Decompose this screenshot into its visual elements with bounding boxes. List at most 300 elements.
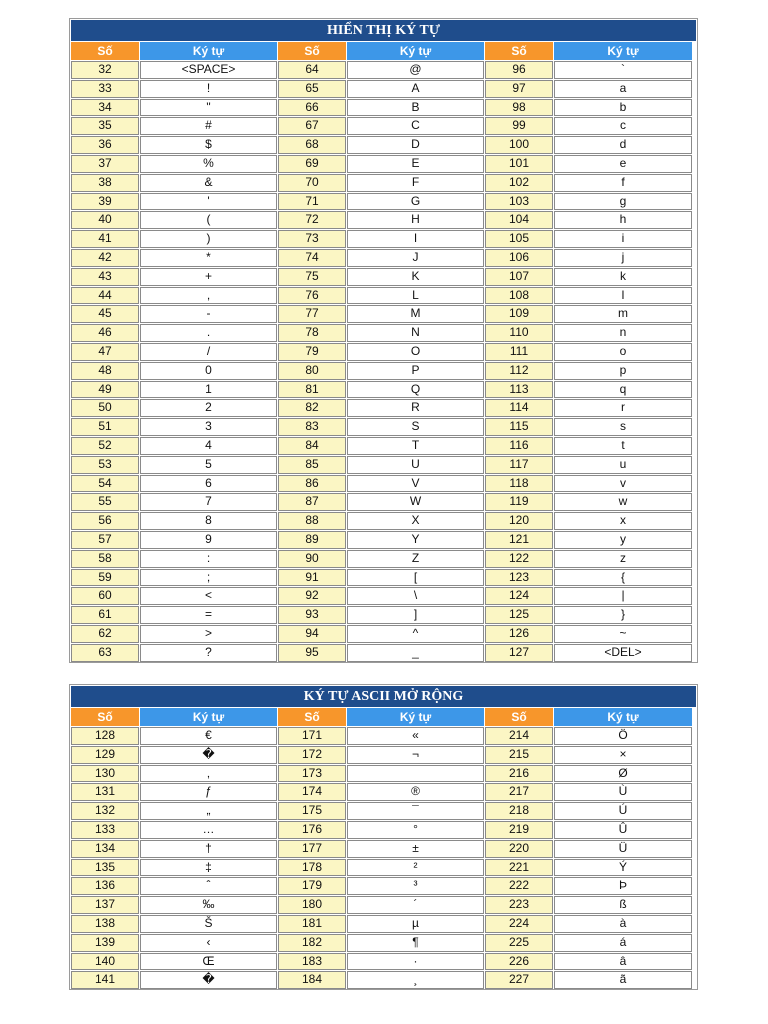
table-row: [71, 437, 696, 455]
character-cell: ‰: [140, 896, 277, 914]
table-row: [71, 193, 696, 211]
table-row: [71, 531, 696, 549]
code-cell: 64: [278, 61, 346, 79]
code-cell: 58: [71, 550, 139, 568]
character-cell: «: [347, 727, 484, 745]
code-cell: 44: [71, 287, 139, 305]
code-cell: 90: [278, 550, 346, 568]
code-cell: 216: [485, 765, 553, 783]
character-cell: Q: [347, 381, 484, 399]
character-cell: s: [554, 418, 692, 436]
table-row: [71, 80, 696, 98]
code-cell: 215: [485, 746, 553, 764]
code-cell: 49: [71, 381, 139, 399]
code-cell: 219: [485, 821, 553, 839]
code-cell: 222: [485, 877, 553, 895]
code-cell: 37: [71, 155, 139, 173]
character-cell: 7: [140, 493, 277, 511]
code-cell: 42: [71, 249, 139, 267]
character-cell: :: [140, 550, 277, 568]
header-number: Số: [71, 708, 139, 726]
code-cell: 110: [485, 324, 553, 342]
character-cell: 5: [140, 456, 277, 474]
table-row: [71, 362, 696, 380]
code-cell: 176: [278, 821, 346, 839]
code-cell: 135: [71, 859, 139, 877]
code-cell: 180: [278, 896, 346, 914]
character-cell: i: [554, 230, 692, 248]
code-cell: 52: [71, 437, 139, 455]
code-cell: 217: [485, 783, 553, 801]
code-cell: 36: [71, 136, 139, 154]
table-row: [71, 230, 696, 248]
code-cell: 132: [71, 802, 139, 820]
character-cell: ˆ: [140, 877, 277, 895]
character-cell: A: [347, 80, 484, 98]
code-cell: 103: [485, 193, 553, 211]
table-row: [71, 587, 696, 605]
character-cell: %: [140, 155, 277, 173]
character-cell: Ý: [554, 859, 692, 877]
code-cell: 121: [485, 531, 553, 549]
character-cell: 3: [140, 418, 277, 436]
code-cell: 87: [278, 493, 346, 511]
table-row: [71, 934, 696, 952]
table-row: [71, 606, 696, 624]
character-cell: v: [554, 475, 692, 493]
table-row: [71, 727, 696, 745]
code-cell: 47: [71, 343, 139, 361]
code-cell: 55: [71, 493, 139, 511]
character-cell: .: [140, 324, 277, 342]
code-cell: 94: [278, 625, 346, 643]
table-row: [71, 644, 696, 662]
character-cell: +: [140, 268, 277, 286]
character-cell: N: [347, 324, 484, 342]
code-cell: 72: [278, 211, 346, 229]
code-cell: 179: [278, 877, 346, 895]
code-cell: 126: [485, 625, 553, 643]
character-cell: c: [554, 117, 692, 135]
code-cell: 224: [485, 915, 553, 933]
character-cell: =: [140, 606, 277, 624]
character-cell: P: [347, 362, 484, 380]
code-cell: 77: [278, 305, 346, 323]
code-cell: 69: [278, 155, 346, 173]
character-cell: E: [347, 155, 484, 173]
character-cell: ,: [140, 287, 277, 305]
code-cell: 59: [71, 569, 139, 587]
code-cell: 66: [278, 99, 346, 117]
table-row: [71, 859, 696, 877]
table-row: [71, 418, 696, 436]
table-row: [71, 117, 696, 135]
character-cell: ×: [554, 746, 692, 764]
code-cell: 113: [485, 381, 553, 399]
code-cell: 134: [71, 840, 139, 858]
code-cell: 123: [485, 569, 553, 587]
code-cell: 107: [485, 268, 553, 286]
character-cell: -: [140, 305, 277, 323]
character-cell: k: [554, 268, 692, 286]
table-row: [71, 268, 696, 286]
extended-ascii-table: [69, 684, 698, 990]
code-cell: 57: [71, 531, 139, 549]
code-cell: 105: [485, 230, 553, 248]
character-cell: {: [554, 569, 692, 587]
character-cell: n: [554, 324, 692, 342]
character-cell: ^: [347, 625, 484, 643]
table-row: [71, 512, 696, 530]
code-cell: 108: [485, 287, 553, 305]
character-cell: h: [554, 211, 692, 229]
code-cell: 38: [71, 174, 139, 192]
character-cell: ³: [347, 877, 484, 895]
character-cell: g: [554, 193, 692, 211]
character-cell: Ø: [554, 765, 692, 783]
code-cell: 223: [485, 896, 553, 914]
code-cell: 54: [71, 475, 139, 493]
code-cell: 183: [278, 953, 346, 971]
character-cell: 0: [140, 362, 277, 380]
code-cell: 111: [485, 343, 553, 361]
code-cell: 130: [71, 765, 139, 783]
code-cell: 175: [278, 802, 346, 820]
code-cell: 182: [278, 934, 346, 952]
code-cell: 220: [485, 840, 553, 858]
character-cell: D: [347, 136, 484, 154]
code-cell: 68: [278, 136, 346, 154]
character-cell: ]: [347, 606, 484, 624]
code-cell: 92: [278, 587, 346, 605]
character-cell: p: [554, 362, 692, 380]
character-cell: á: [554, 934, 692, 952]
character-cell: &: [140, 174, 277, 192]
table-row: [71, 765, 696, 783]
code-cell: 51: [71, 418, 139, 436]
code-cell: 141: [71, 971, 139, 989]
code-cell: 118: [485, 475, 553, 493]
character-cell: y: [554, 531, 692, 549]
character-cell: ƒ: [140, 783, 277, 801]
ascii-table: [69, 18, 698, 663]
code-cell: 88: [278, 512, 346, 530]
table-row: [71, 821, 696, 839]
character-cell: °: [347, 821, 484, 839]
character-cell: Š: [140, 915, 277, 933]
code-cell: 33: [71, 80, 139, 98]
character-cell: ": [140, 99, 277, 117]
code-cell: 81: [278, 381, 346, 399]
code-cell: 83: [278, 418, 346, 436]
table-body: [70, 61, 697, 662]
code-cell: 109: [485, 305, 553, 323]
character-cell: V: [347, 475, 484, 493]
table-row: [71, 802, 696, 820]
table-header: [71, 708, 696, 726]
code-cell: 173: [278, 765, 346, 783]
code-cell: 98: [485, 99, 553, 117]
table-row: [71, 381, 696, 399]
code-cell: 127: [485, 644, 553, 662]
character-cell: …: [140, 821, 277, 839]
code-cell: 67: [278, 117, 346, 135]
code-cell: 62: [71, 625, 139, 643]
character-cell: 4: [140, 437, 277, 455]
code-cell: 99: [485, 117, 553, 135]
code-cell: 61: [71, 606, 139, 624]
character-cell: ß: [554, 896, 692, 914]
table-row: [71, 305, 696, 323]
table-row: [71, 136, 696, 154]
code-cell: 73: [278, 230, 346, 248]
character-cell: e: [554, 155, 692, 173]
header-character: Ký tự: [554, 708, 692, 726]
header-character: Ký tự: [347, 42, 484, 60]
character-cell: ': [140, 193, 277, 211]
code-cell: 140: [71, 953, 139, 971]
table-row: [71, 61, 696, 79]
code-cell: 65: [278, 80, 346, 98]
code-cell: 86: [278, 475, 346, 493]
header-character: Ký tự: [347, 708, 484, 726]
code-cell: 139: [71, 934, 139, 952]
character-cell: G: [347, 193, 484, 211]
character-cell: Z: [347, 550, 484, 568]
code-cell: 129: [71, 746, 139, 764]
character-cell: ¸: [347, 971, 484, 989]
character-cell: #: [140, 117, 277, 135]
character-cell: à: [554, 915, 692, 933]
table-row: [71, 746, 696, 764]
code-cell: 172: [278, 746, 346, 764]
table-header: [71, 42, 696, 60]
character-cell: Ü: [554, 840, 692, 858]
code-cell: 227: [485, 971, 553, 989]
code-cell: 96: [485, 61, 553, 79]
character-cell: 9: [140, 531, 277, 549]
code-cell: 50: [71, 399, 139, 417]
character-cell: â: [554, 953, 692, 971]
character-cell: 8: [140, 512, 277, 530]
character-cell: (: [140, 211, 277, 229]
character-cell: $: [140, 136, 277, 154]
table-row: [71, 896, 696, 914]
character-cell: Ú: [554, 802, 692, 820]
character-cell: M: [347, 305, 484, 323]
character-cell: [347, 765, 484, 783]
table-row: [71, 343, 696, 361]
code-cell: 100: [485, 136, 553, 154]
code-cell: 80: [278, 362, 346, 380]
character-cell: ‡: [140, 859, 277, 877]
character-cell: �: [140, 971, 277, 989]
character-cell: ~: [554, 625, 692, 643]
code-cell: 45: [71, 305, 139, 323]
character-cell: „: [140, 802, 277, 820]
header-character: Ký tự: [140, 708, 277, 726]
table-row: [71, 475, 696, 493]
table-row: [71, 971, 696, 989]
character-cell: ã: [554, 971, 692, 989]
header-number: Số: [278, 42, 346, 60]
code-cell: 102: [485, 174, 553, 192]
table-row: [71, 550, 696, 568]
code-cell: 226: [485, 953, 553, 971]
code-cell: 221: [485, 859, 553, 877]
code-cell: 97: [485, 80, 553, 98]
code-cell: 46: [71, 324, 139, 342]
character-cell: q: [554, 381, 692, 399]
code-cell: 133: [71, 821, 139, 839]
code-cell: 184: [278, 971, 346, 989]
code-cell: 136: [71, 877, 139, 895]
header-character: Ký tự: [140, 42, 277, 60]
character-cell: j: [554, 249, 692, 267]
character-cell: `: [554, 61, 692, 79]
code-cell: 114: [485, 399, 553, 417]
code-cell: 41: [71, 230, 139, 248]
code-cell: 174: [278, 783, 346, 801]
table-row: [71, 493, 696, 511]
character-cell: ¶: [347, 934, 484, 952]
table-row: [71, 249, 696, 267]
character-cell: �: [140, 746, 277, 764]
character-cell: 6: [140, 475, 277, 493]
character-cell: ‹: [140, 934, 277, 952]
code-cell: 60: [71, 587, 139, 605]
code-cell: 56: [71, 512, 139, 530]
table-row: [71, 877, 696, 895]
table-row: [71, 287, 696, 305]
code-cell: 32: [71, 61, 139, 79]
code-cell: 106: [485, 249, 553, 267]
character-cell: z: [554, 550, 692, 568]
character-cell: *: [140, 249, 277, 267]
character-cell: ;: [140, 569, 277, 587]
character-cell: !: [140, 80, 277, 98]
character-cell: R: [347, 399, 484, 417]
character-cell: r: [554, 399, 692, 417]
code-cell: 122: [485, 550, 553, 568]
code-cell: 177: [278, 840, 346, 858]
character-cell: |: [554, 587, 692, 605]
table-row: [71, 953, 696, 971]
code-cell: 120: [485, 512, 553, 530]
character-cell: C: [347, 117, 484, 135]
code-cell: 84: [278, 437, 346, 455]
table-title: KÝ TỰ ASCII MỞ RỘNG: [71, 686, 696, 707]
character-cell: O: [347, 343, 484, 361]
character-cell: 1: [140, 381, 277, 399]
header-number: Số: [71, 42, 139, 60]
character-cell: X: [347, 512, 484, 530]
code-cell: 112: [485, 362, 553, 380]
character-cell: f: [554, 174, 692, 192]
character-cell: ´: [347, 896, 484, 914]
table-row: [71, 211, 696, 229]
code-cell: 115: [485, 418, 553, 436]
code-cell: 76: [278, 287, 346, 305]
code-cell: 104: [485, 211, 553, 229]
character-cell: l: [554, 287, 692, 305]
character-cell: Œ: [140, 953, 277, 971]
character-cell: W: [347, 493, 484, 511]
character-cell: /: [140, 343, 277, 361]
code-cell: 48: [71, 362, 139, 380]
character-cell: Ù: [554, 783, 692, 801]
character-cell: Û: [554, 821, 692, 839]
code-cell: 40: [71, 211, 139, 229]
code-cell: 119: [485, 493, 553, 511]
table-row: [71, 840, 696, 858]
character-cell: I: [347, 230, 484, 248]
character-cell: w: [554, 493, 692, 511]
character-cell: \: [347, 587, 484, 605]
character-cell: Þ: [554, 877, 692, 895]
table-row: [71, 783, 696, 801]
character-cell: T: [347, 437, 484, 455]
character-cell: µ: [347, 915, 484, 933]
code-cell: 79: [278, 343, 346, 361]
character-cell: F: [347, 174, 484, 192]
table-row: [71, 456, 696, 474]
code-cell: 138: [71, 915, 139, 933]
character-cell: ¯: [347, 802, 484, 820]
code-cell: 78: [278, 324, 346, 342]
character-cell: }: [554, 606, 692, 624]
code-cell: 82: [278, 399, 346, 417]
table-row: [71, 155, 696, 173]
character-cell: @: [347, 61, 484, 79]
character-cell: d: [554, 136, 692, 154]
character-cell: ): [140, 230, 277, 248]
character-cell: S: [347, 418, 484, 436]
code-cell: 74: [278, 249, 346, 267]
table-row: [71, 569, 696, 587]
code-cell: 93: [278, 606, 346, 624]
code-cell: 35: [71, 117, 139, 135]
character-cell: ‚: [140, 765, 277, 783]
code-cell: 171: [278, 727, 346, 745]
character-cell: H: [347, 211, 484, 229]
code-cell: 116: [485, 437, 553, 455]
code-cell: 218: [485, 802, 553, 820]
character-cell: <DEL>: [554, 644, 692, 662]
character-cell: Ö: [554, 727, 692, 745]
code-cell: 131: [71, 783, 139, 801]
code-cell: 101: [485, 155, 553, 173]
code-cell: 124: [485, 587, 553, 605]
character-cell: †: [140, 840, 277, 858]
header-number: Số: [278, 708, 346, 726]
character-cell: o: [554, 343, 692, 361]
header-character: Ký tự: [554, 42, 692, 60]
character-cell: <: [140, 587, 277, 605]
character-cell: Y: [347, 531, 484, 549]
character-cell: 2: [140, 399, 277, 417]
character-cell: J: [347, 249, 484, 267]
code-cell: 225: [485, 934, 553, 952]
character-cell: _: [347, 644, 484, 662]
code-cell: 70: [278, 174, 346, 192]
code-cell: 89: [278, 531, 346, 549]
character-cell: <SPACE>: [140, 61, 277, 79]
character-cell: ·: [347, 953, 484, 971]
table-row: [71, 99, 696, 117]
code-cell: 71: [278, 193, 346, 211]
character-cell: >: [140, 625, 277, 643]
